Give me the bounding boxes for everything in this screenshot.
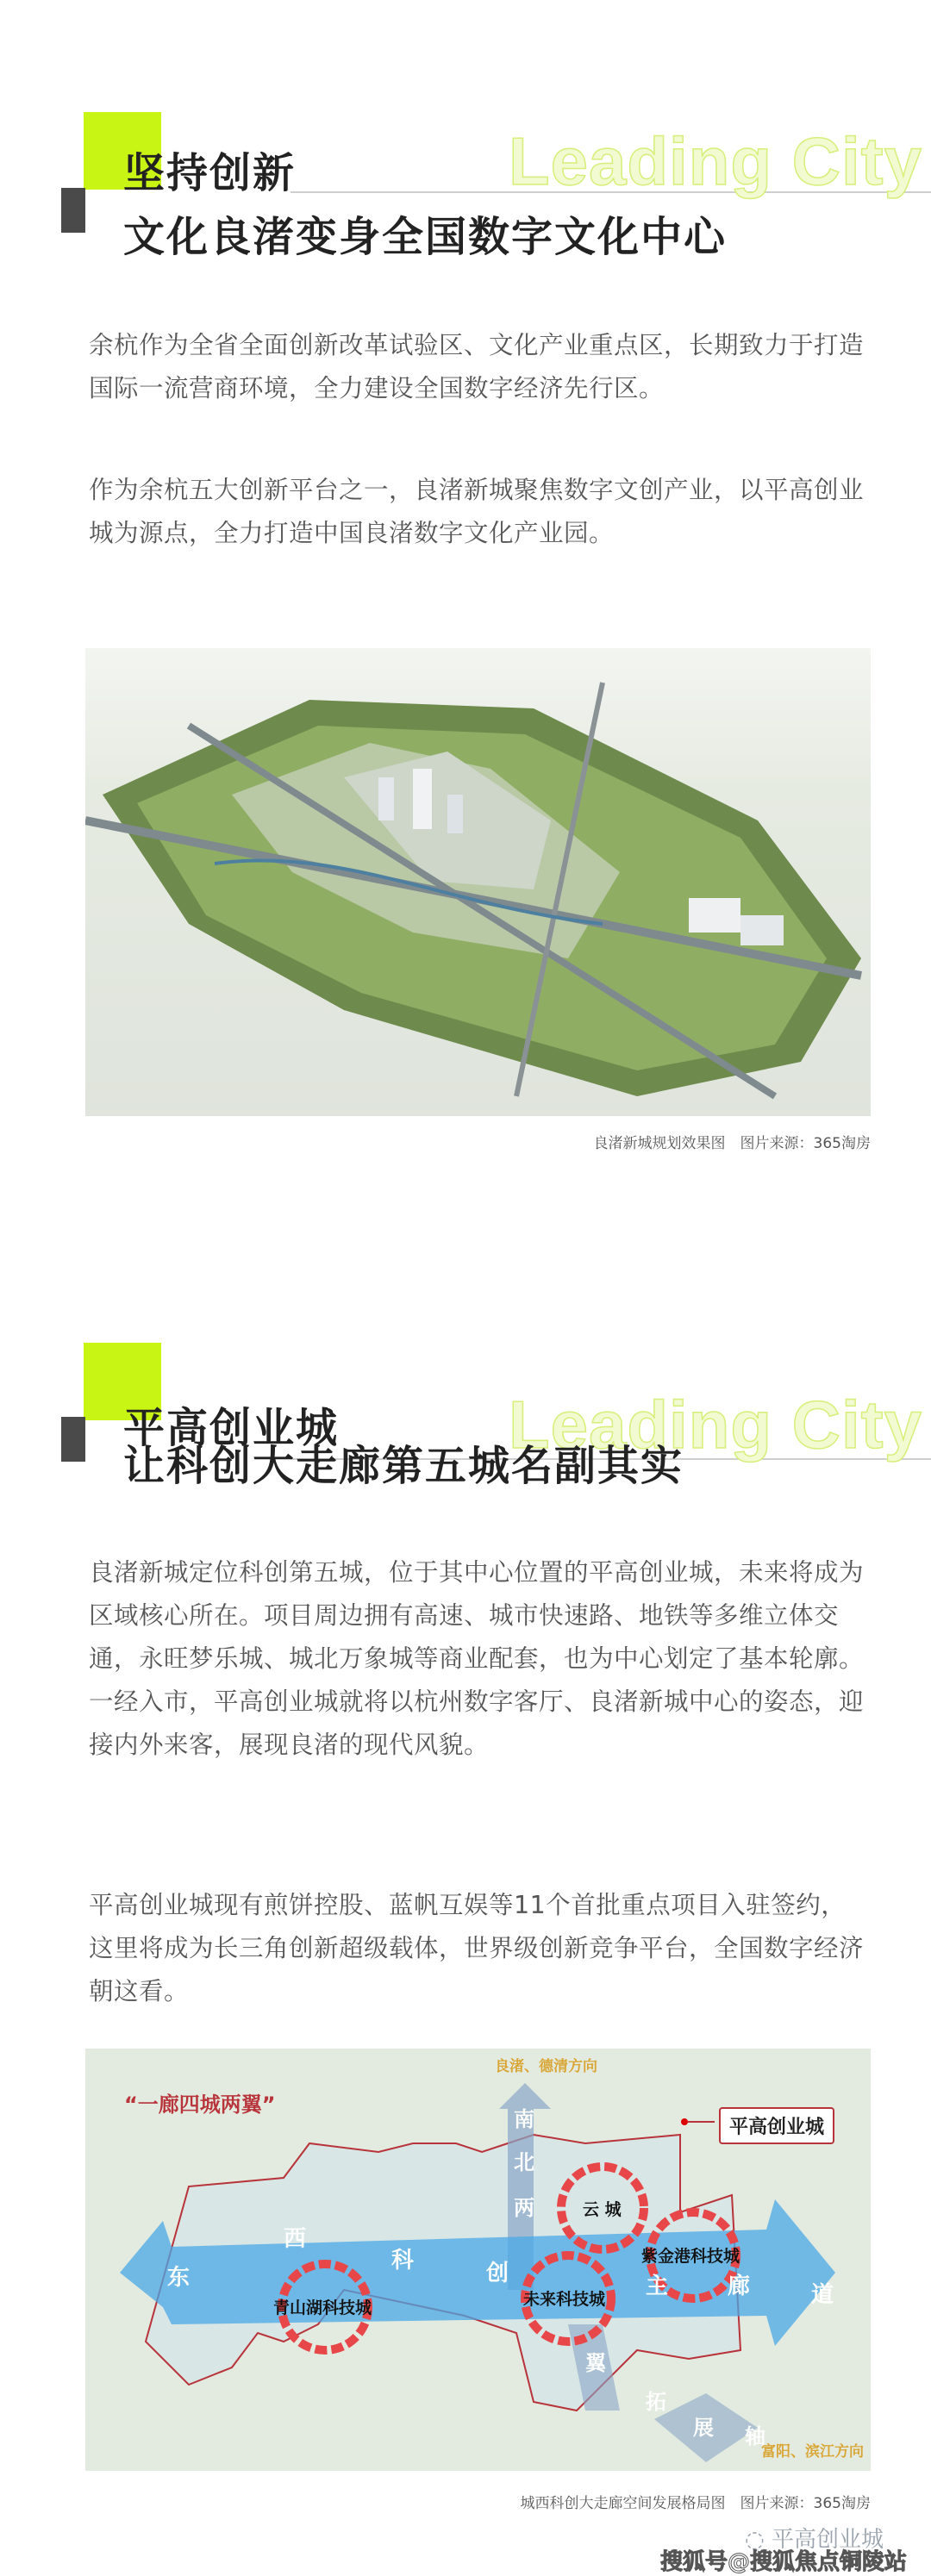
section-title: 坚持创新 xyxy=(123,149,297,197)
paragraph: 平高创业城现有煎饼控股、蓝帆互娱等11个首批重点项目入驻签约，这里将成为长三角创新超级载体，世界级创新竞争平台，全国数字经济朝这看。 xyxy=(89,1891,865,2005)
wing-label-char: 南 xyxy=(514,2107,534,2131)
north-direction-label: 良渚、德清方向 xyxy=(495,2058,597,2075)
accent-block xyxy=(61,1417,85,1462)
wechat-icon: ◌ xyxy=(745,2527,772,2553)
paragraph: 作为余杭五大创新平台之一，良渚新城聚焦数字文创产业，以平高创业城为源点，全力打造中国良渚数字文化产业园。 xyxy=(89,476,865,547)
south-direction-label: 富阳、滨江方向 xyxy=(761,2443,864,2461)
corridor-label-char: 廊 xyxy=(728,2273,751,2299)
axis-label-char: 拓 xyxy=(646,2390,666,2414)
map-slogan: “一廊四城两翼” xyxy=(124,2093,276,2117)
accent-block xyxy=(61,188,85,233)
corridor-label-char: 道 xyxy=(811,2282,834,2308)
project-callout: 平高创业城 xyxy=(719,2107,834,2144)
wing-label-char: 翼 xyxy=(585,2351,606,2375)
corridor-map xyxy=(85,2049,871,2471)
corridor-label-char: 西 xyxy=(284,2226,307,2252)
corridor-label-char: 创 xyxy=(486,2261,509,2286)
source-watermark: 搜狐号@搜狐焦点铜陵站 xyxy=(659,2549,907,2575)
corridor-label-char: 科 xyxy=(391,2248,415,2273)
city-label: 青山湖科技城 xyxy=(273,2298,372,2317)
section-subtitle: 让科创大走廊第五城名副其实 xyxy=(123,1442,684,1490)
city-label: 紫金港科技城 xyxy=(641,2247,740,2266)
leading-city-watermark: Leading City xyxy=(509,1387,923,1463)
image-caption: 城西科创大走廊空间发展格局图 图片来源：365淘房 xyxy=(520,2495,871,2512)
city-label: 未来科技城 xyxy=(523,2290,606,2309)
image-caption: 良渚新城规划效果图 图片来源：365淘房 xyxy=(593,1135,871,1152)
account-name: 平高创业城 xyxy=(771,2527,884,2553)
wing-label-char: 两 xyxy=(514,2196,534,2220)
axis-label-char: 轴 xyxy=(745,2424,765,2448)
section-title: 平高创业城 xyxy=(123,1404,340,1452)
section-subtitle: 文化良渚变身全国数字文化中心 xyxy=(123,213,728,261)
paragraph: 良渚新城定位科创第五城，位于其中心位置的平高创业城，未来将成为区域核心所在。项目周边拥有高速、城市快速路、地铁等多维立体交通，永旺梦乐城、城北万象城等商业配套，也为中心划定了基本轮廓。一经入市，平高创业城就将以杭州数字客厅、良渚新城中心的姿态，迎接内外来客，展现良渚的现代风貌。 xyxy=(89,1558,865,1759)
paragraph: 余杭作为全省全面创新改革试验区、文化产业重点区，长期致力于打造国际一流营商环境，全力建设全国数字经济先行区。 xyxy=(89,331,865,402)
wing-label-char: 北 xyxy=(514,2150,534,2174)
leading-city-watermark: Leading City xyxy=(509,123,923,199)
aerial-rendering-image xyxy=(85,648,871,1116)
city-label: 云 城 xyxy=(583,2200,622,2219)
axis-label-char: 展 xyxy=(693,2416,714,2440)
corridor-label-char: 主 xyxy=(646,2273,669,2299)
corridor-label-char: 东 xyxy=(167,2265,191,2291)
